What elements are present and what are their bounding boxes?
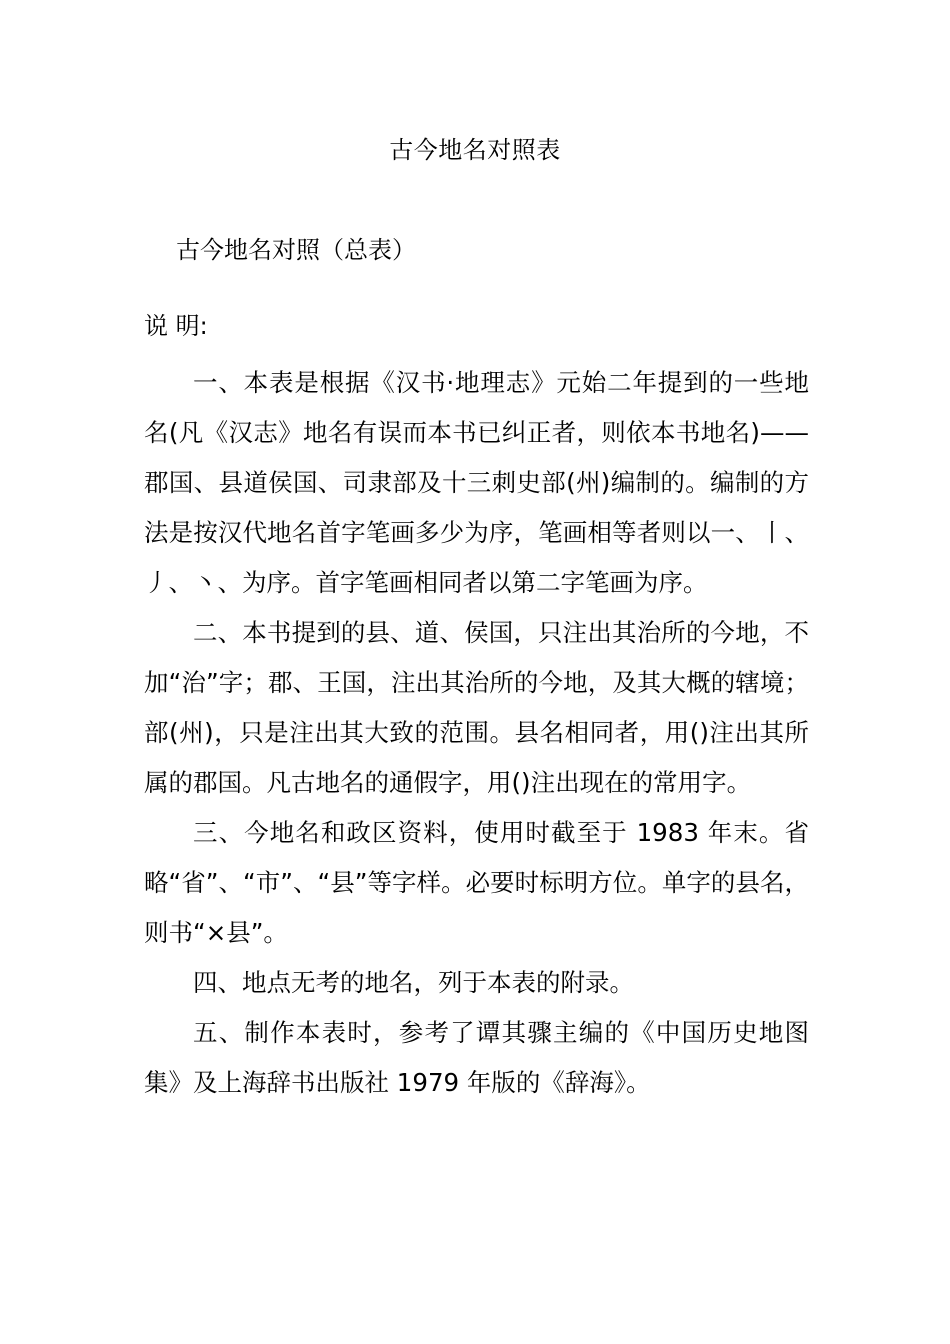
document-subtitle: 古今地名对照（总表）	[176, 236, 416, 264]
note-body	[144, 358, 809, 1108]
document-title: 古今地名对照表	[389, 136, 561, 164]
note-paragraph-2: 二、本书提到的县、道、侯国，只注出其治所的今地，不加“治”字；郡、王国，注出其治所的今地，及其大概的辖境；部(州)，只是注出其大致的范围。县名相同者，用()注出其所属的郡国。凡古地名的通假字，用()注出现在的常用字。	[144, 618, 809, 797]
note-paragraph-4: 四、地点无考的地名，列于本表的附录。	[193, 968, 634, 997]
note-paragraph-3: 三、今地名和政区资料，使用时截至于 1983 年末。省略“省”、“市”、“县”等字样。必要时标明方位。单字的县名，则书“×县”。	[144, 818, 809, 947]
note-paragraph-1: 一、本表是根据《汉书·地理志》元始二年提到的一些地名(凡《汉志》地名有误而本书已纠正者，则依本书地名)——郡国、县道侯国、司隶部及十三刺史部(州)编制的。编制的方法是按汉代地名首字笔画多少为序，笔画相等者则以一、丨、丿、丶、为序。首字笔画相同者以第二字笔画为序。	[144, 368, 809, 597]
note-label: 说 明:	[144, 312, 208, 340]
note-paragraph-5: 五、制作本表时，参考了谭其骤主编的《中国历史地图集》及上海辞书出版社 1979 年版的《辞海》。	[144, 1018, 809, 1097]
